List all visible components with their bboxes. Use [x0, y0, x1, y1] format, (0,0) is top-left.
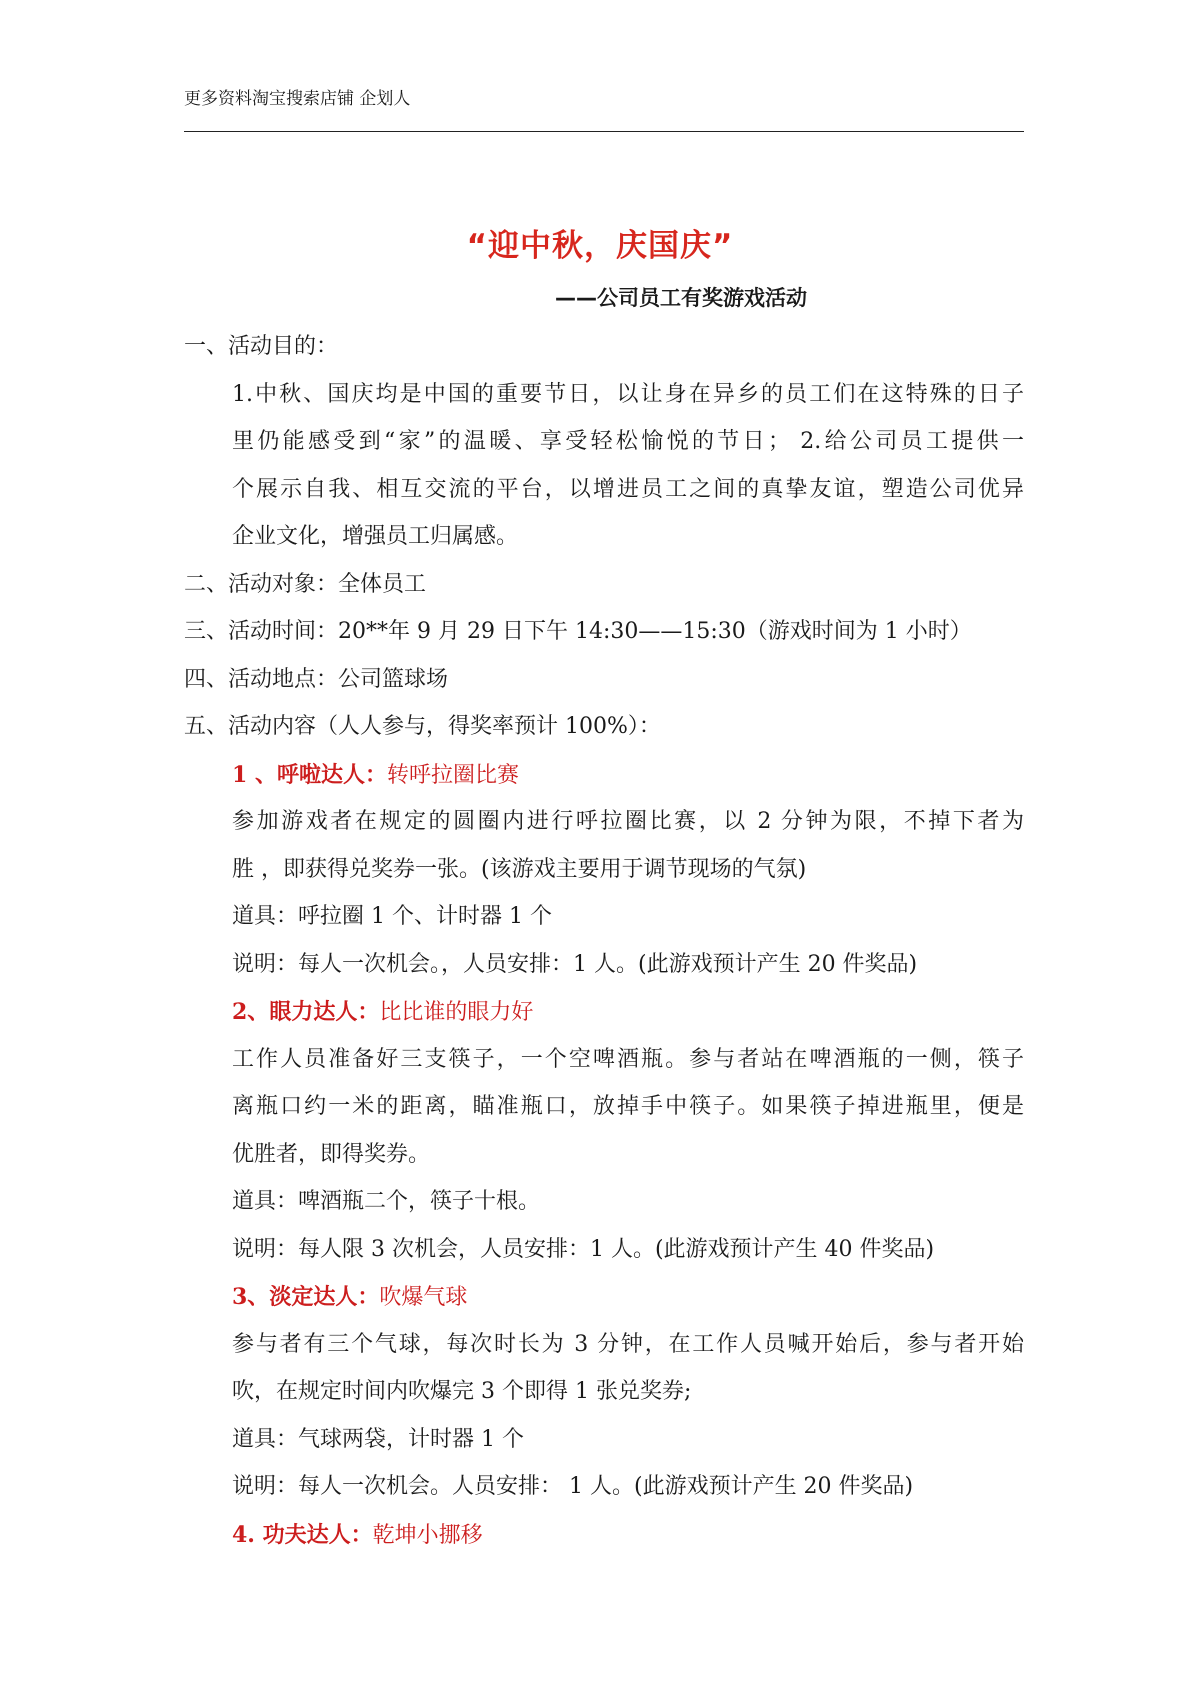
section-target: 二、活动对象：全体员工	[184, 572, 427, 597]
game-subtitle: 吹爆气球	[379, 1285, 468, 1310]
game-subtitle: 乾坤小挪移	[372, 1523, 483, 1548]
section-time: 三、活动时间：20**年 9 月 29 日下午 14:30——15:30（游戏时间为 1 小时）	[184, 619, 972, 644]
header-text: 更多资料淘宝搜索店铺 企划人	[184, 89, 411, 109]
game-subtitle: 比比谁的眼力好	[379, 1000, 534, 1025]
game-heading	[232, 1286, 467, 1309]
game-description-line: 参与者有三个气球，每次时长为 3 分钟，在工作人员喊开始后，参与者开始	[232, 1332, 1024, 1357]
game-heading	[232, 1001, 533, 1024]
game-number: 2、	[232, 999, 270, 1025]
game-heading	[232, 1524, 483, 1547]
game-description-line: 胜 ，即获得兑奖券一张。(该游戏主要用于调节现场的气氛)	[232, 857, 807, 882]
purpose-line: 1.中秋、国庆均是中国的重要节日，以让身在异乡的员工们在这特殊的日子	[232, 382, 1024, 407]
game-props: 道具：气球两袋，计时器 1 个	[232, 1427, 524, 1452]
game-number: 1 、	[232, 762, 277, 788]
game-description-line: 参加游戏者在规定的圆圈内进行呼拉圈比赛，以 2 分钟为限，不掉下者为	[232, 809, 1024, 834]
game-props: 道具：啤酒瓶二个，筷子十根。	[232, 1189, 541, 1214]
section-purpose-heading: 一、活动目的：	[184, 334, 339, 359]
game-name: 呼啦达人：	[276, 762, 387, 788]
game-number: 3、	[232, 1284, 270, 1310]
game-note: 说明：每人限 3 次机会，人员安排：1 人。(此游戏预计产生 40 件奖品)	[232, 1237, 935, 1262]
game-note: 说明：每人一次机会。人员安排： 1 人。(此游戏预计产生 20 件奖品)	[232, 1474, 914, 1499]
game-name: 功夫达人：	[262, 1522, 373, 1548]
document-subtitle: ——公司员工有奖游戏活动	[555, 286, 807, 310]
document-title: “迎中秋，庆国庆”	[466, 228, 734, 264]
game-description-line: 离瓶口约一米的距离，瞄准瓶口，放掉手中筷子。如果筷子掉进瓶里，便是	[232, 1094, 1024, 1119]
header-divider	[184, 131, 1024, 132]
game-description-line: 吹，在规定时间内吹爆完 3 个即得 1 张兑奖券;	[232, 1379, 692, 1404]
game-note: 说明：每人一次机会。，人员安排：1 人。(此游戏预计产生 20 件奖品)	[232, 952, 918, 977]
purpose-line: 里仍能感受到“家”的温暖、享受轻松愉悦的节日； 2.给公司员工提供一	[232, 429, 1024, 454]
section-place: 四、活动地点：公司篮球场	[184, 667, 449, 692]
purpose-line: 企业文化，增强员工归属感。	[232, 524, 519, 549]
game-name: 淡定达人：	[269, 1284, 380, 1310]
game-description-line: 工作人员准备好三支筷子，一个空啤酒瓶。参与者站在啤酒瓶的一侧，筷子	[232, 1047, 1024, 1072]
game-description-line: 优胜者，即得奖券。	[232, 1142, 431, 1167]
game-subtitle: 转呼拉圈比赛	[386, 763, 519, 788]
game-name: 眼力达人：	[269, 999, 380, 1025]
purpose-line: 个展示自我、相互交流的平台，以增进员工之间的真挚友谊，塑造公司优异	[232, 477, 1024, 502]
game-number: 4.	[232, 1522, 263, 1548]
game-props: 道具：呼拉圈 1 个、计时器 1 个	[232, 904, 552, 929]
section-content-heading: 五、活动内容（人人参与，得奖率预计 100%）：	[184, 714, 661, 739]
game-heading	[232, 764, 519, 787]
